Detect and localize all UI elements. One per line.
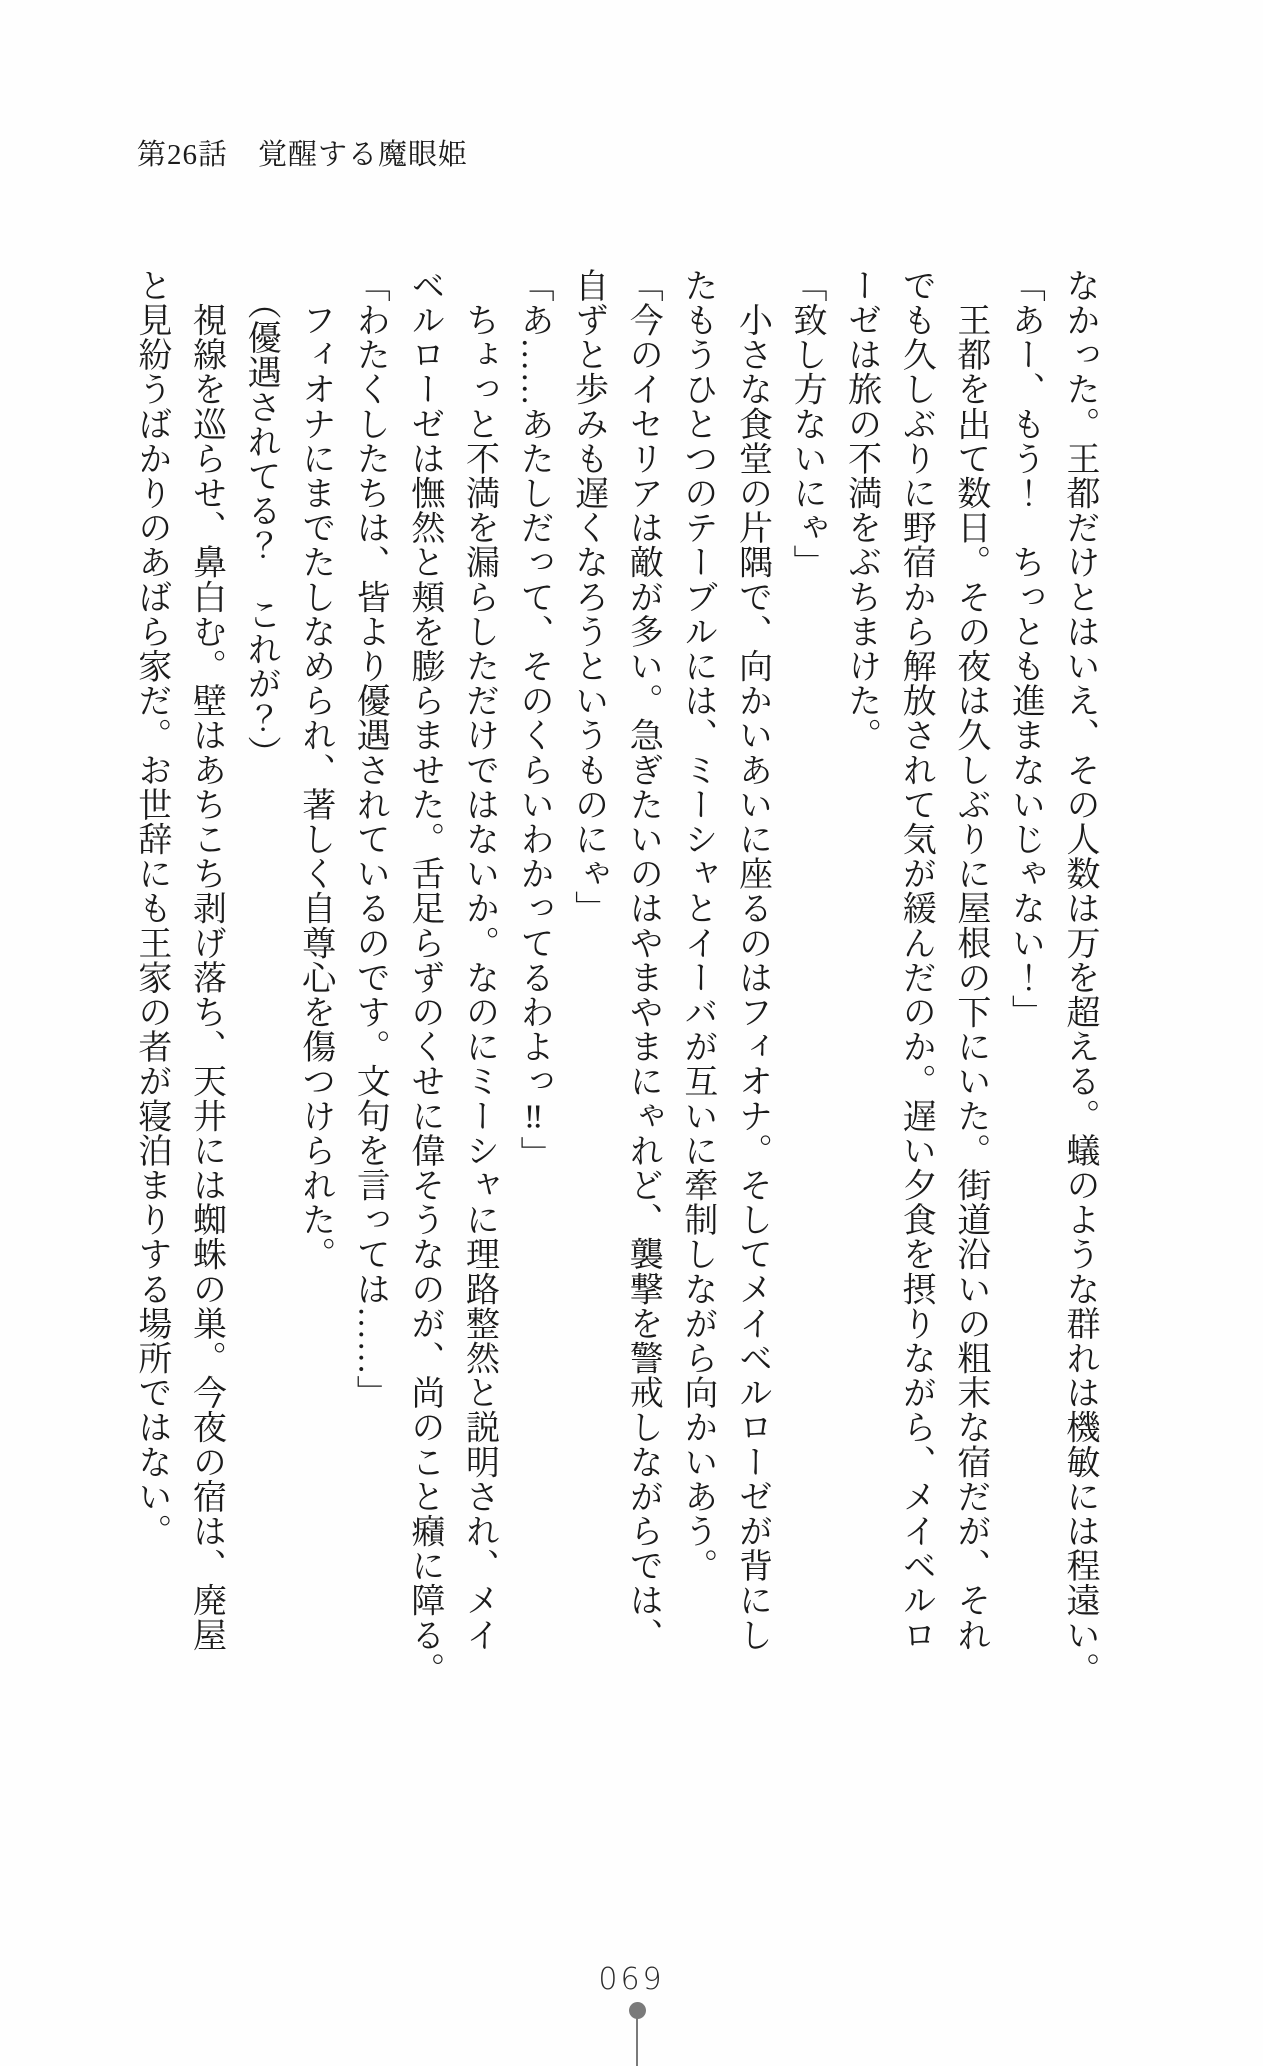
text-column: と見紛うばかりのあばら家だ。お世辞にも王家の者が寝泊まりする場所ではない。 [132, 268, 170, 1549]
text-column: ベルローゼは憮然と頬を膨らませた。舌足らずのくせに偉そうなのが、尚のこと癪に障る。 [405, 268, 443, 1687]
footer-stem-line [636, 2016, 638, 2066]
text-column: フィオナにまでたしなめられ、著しく自尊心を傷つけられた。 [296, 268, 334, 1272]
text-column: なかった。王都だけとはいえ、その人数は万を超える。蟻のような群れは機敏には程遠い。 [1061, 268, 1098, 1687]
text-column: 王都を出て数日。その夜は久しぶりに屋根の下にいた。街道沿いの粗末な宿だが、それ [951, 268, 989, 1652]
text-column: 視線を巡らせ、鼻白む。壁はあちこち剥げ落ち、天井には蜘蛛の巣。今夜の宿は、廃屋 [187, 268, 225, 1652]
text-column: 「致し方ないにゃ」 [788, 268, 826, 580]
text-column: 小さな食堂の片隅で、向かいあいに座るのはフィオナ。そしてメイベルローゼが背にし [733, 268, 771, 1652]
chapter-heading: 第26話 覚醒する魔眼姫 [137, 139, 469, 171]
text-column: （優遇されてる？ これが？） [242, 268, 280, 770]
text-column: 「あ……あたしだって、そのくらいわかってるわよっ‼」 [515, 268, 553, 1171]
text-column: ーゼは旅の不満をぶちまけた。 [842, 268, 880, 753]
text-column: 「あー、もう！ ちっとも進まないじゃない！」 [1006, 268, 1044, 1030]
text-column: ちょっと不満を漏らしただけではないか。なのにミーシャに理路整然と説明され、メイ [460, 268, 498, 1652]
text-column: でも久しぶりに野宿から解放されて気が緩んだのか。遅い夕食を摂りながら、メイベルロ [897, 268, 935, 1652]
page-number: 069 [598, 1962, 665, 1997]
text-column: 自ずと歩みも遅くなろうというものにゃ」 [569, 268, 607, 926]
novel-text-block [123, 268, 1106, 1687]
text-column: 「今のイセリアは敵が多い。急ぎたいのはやまやまにゃれど、襲撃を警戒しながらでは、 [624, 268, 662, 1652]
text-column: たもうひとつのテーブルには、ミーシャとイーバが互いに牽制しながら向かいあう。 [678, 268, 716, 1583]
text-column: 「わたくしたちは、皆より優遇されているのです。文句を言っては……」 [351, 268, 389, 1410]
